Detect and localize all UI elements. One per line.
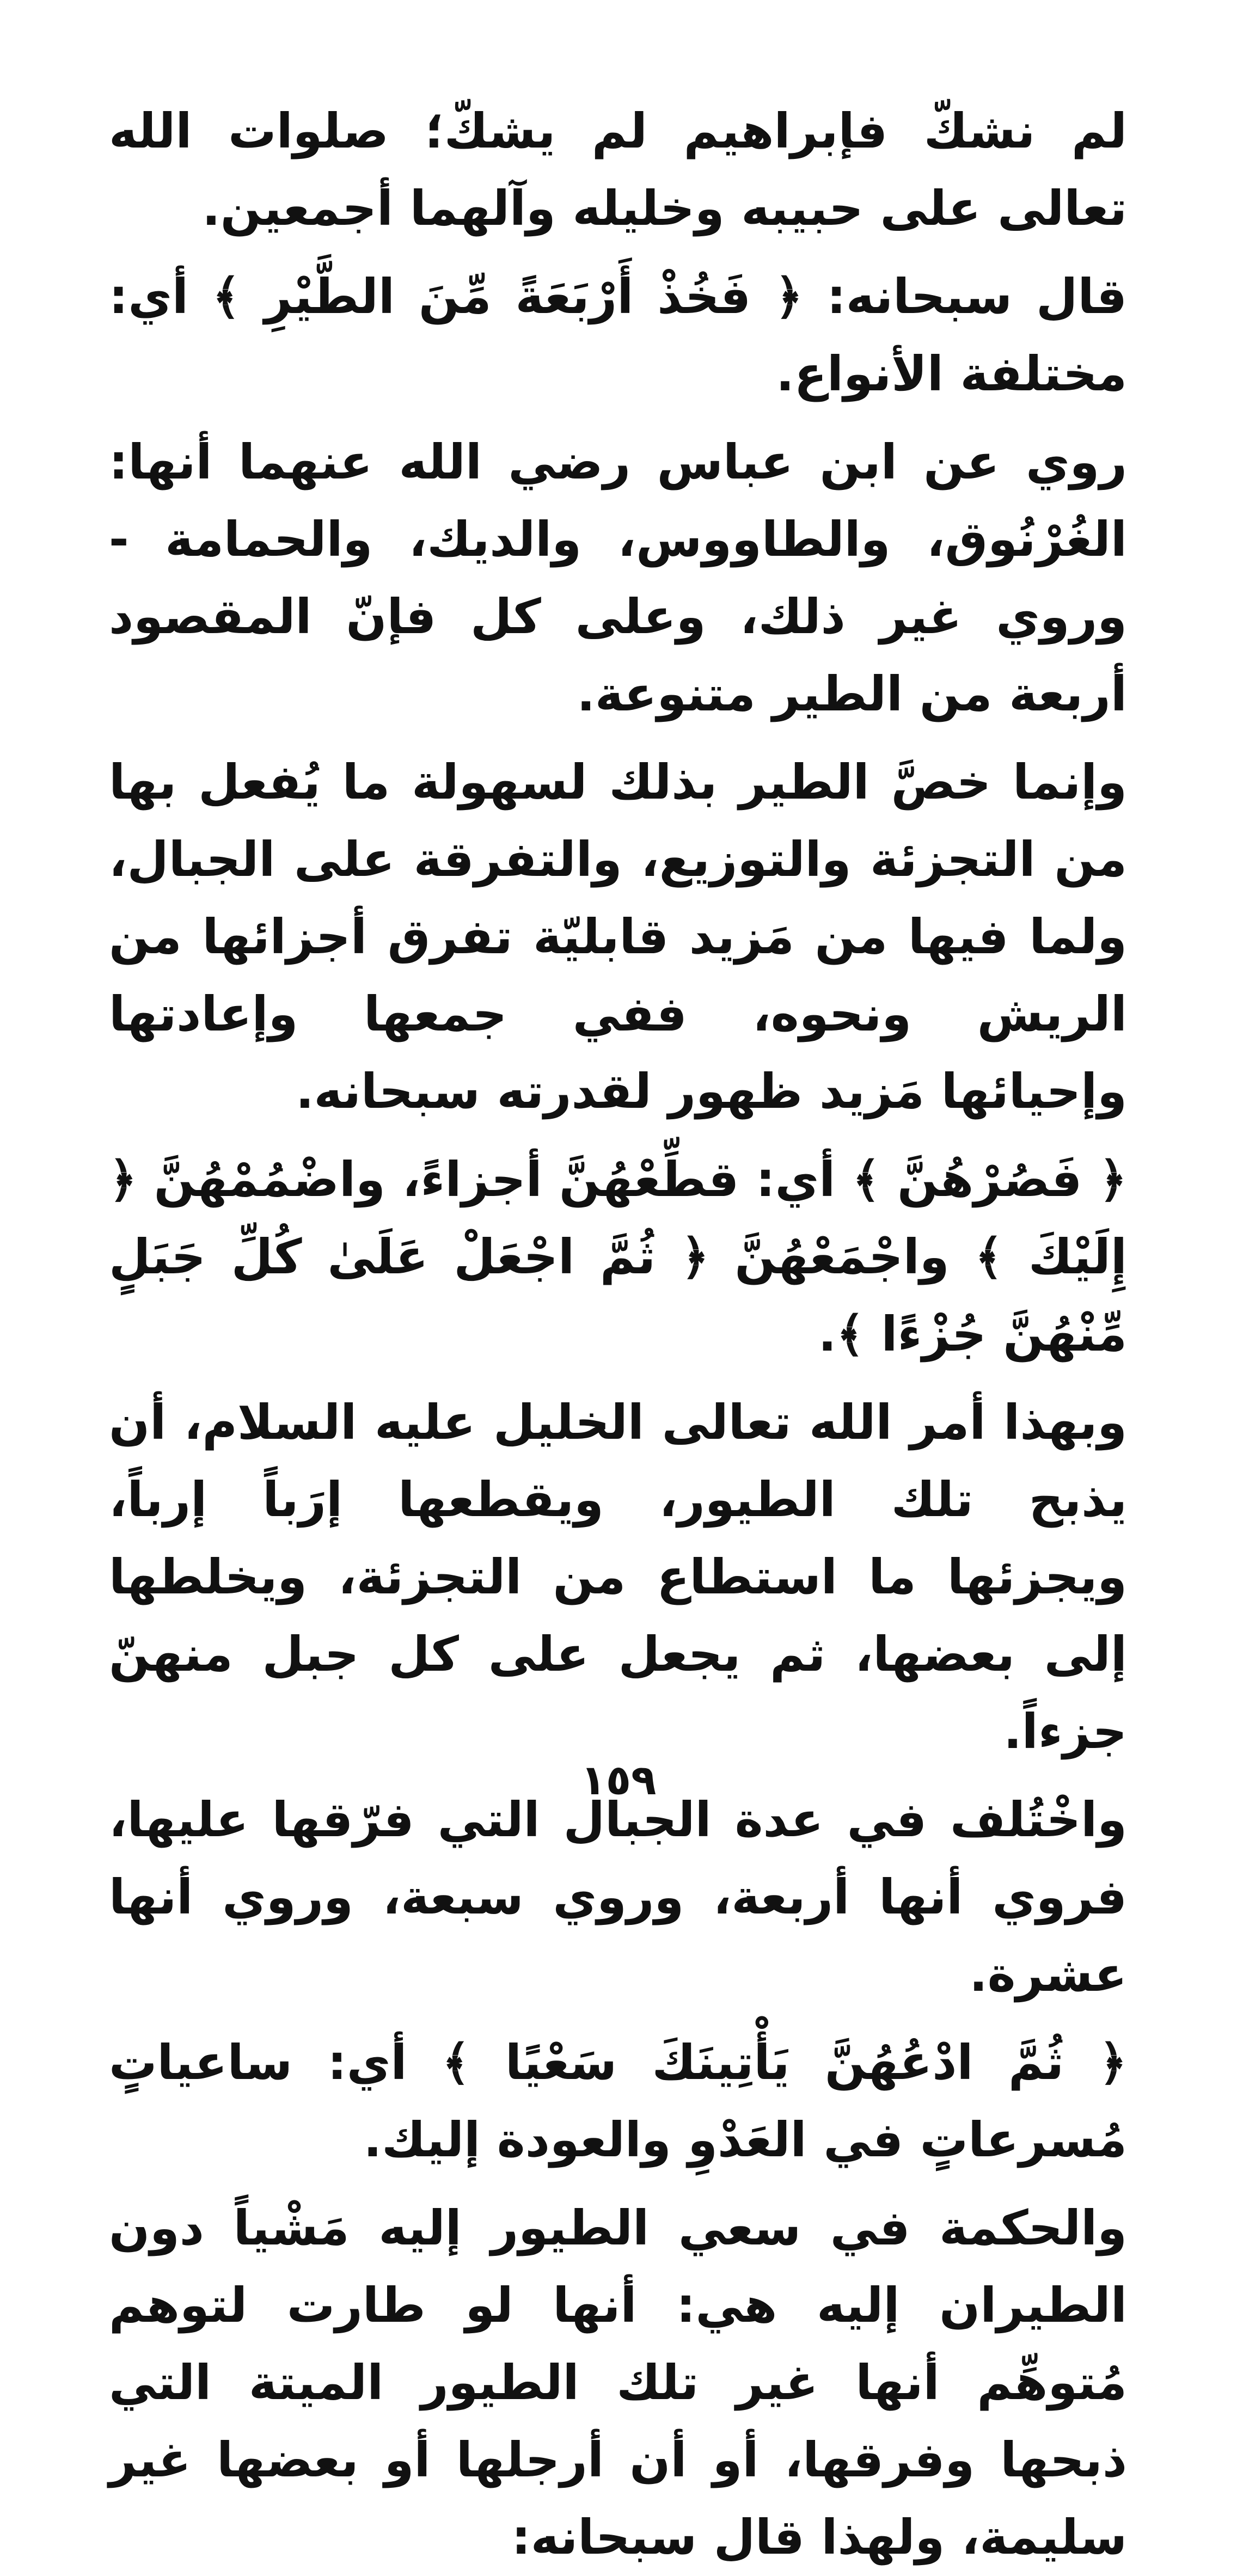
paragraph-5: ﴿ فَصُرْهُنَّ ﴾ أي: قطِّعْهُنَّ أجزاءً، واضْمُمْهُنَّ ﴿ إِلَيْكَ ﴾ واجْمَعْهُنَّ ﴿ ثُمَّ اجْعَلْ عَلَىٰ كُلِّ جَبَلٍ مِّنْهُنَّ جُزْءًا ﴾. <box>109 1151 1127 1362</box>
paragraph-4: وإنما خصَّ الطير بذلك لسهولة ما يُفعل بها من التجزئة والتوزيع، والتفرقة على الجبال، ولما فيها من مَزيد قابليّة تفرق أجزائها من الريش ونحوه، ففي جمعها وإعادتها وإحيائها مَزيد ظهور لقدرته سبحانه. <box>109 754 1127 1119</box>
paragraph-8: ﴿ ثُمَّ ادْعُهُنَّ يَأْتِينَكَ سَعْيًا ﴾ أي: ساعياتٍ مُسرعاتٍ في العَدْوِ والعودة إليك. <box>109 2034 1127 2168</box>
paragraph-9: والحكمة في سعي الطيور إليه مَشْياً دون الطيران إليه هي: أنها لو طارت لتوهم مُتوهِّم أنها غير تلك الطيور الميتة التي ذبحها وفرقها، أو أن أرجلها أو بعضها غير سليمة، ولهذا قال سبحانه: <box>109 2200 1127 2565</box>
page-body <box>109 93 1127 2565</box>
paragraph-6: وبهذا أمر الله تعالى الخليل عليه السلام، أن يذبح تلك الطيور، ويقطعها إرَباً إرباً، ويجزئها ما استطاع من التجزئة، ويخلطها إلى بعضها، ثم يجعل على كل جبل منهنّ جزءاً. <box>109 1394 1127 1759</box>
paragraph-2: قال سبحانه: ﴿ فَخُذْ أَرْبَعَةً مِّنَ الطَّيْرِ ﴾ أي: مختلفة الأنواع. <box>109 268 1127 402</box>
page-number: ١٥٩ <box>580 1756 657 1804</box>
paragraph-1: لم نشكّ فإبراهيم لم يشكّ؛ صلوات الله تعالى على حبيبه وخليله وآلهما أجمعين. <box>109 103 1127 236</box>
paragraph-3: روي عن ابن عباس رضي الله عنهما أنها: الغُرْنُوق، والطاووس، والديك، والحمامة - وروي غير ذلك، وعلى كل فإنّ المقصود أربعة من الطير متنوعة. <box>109 434 1127 722</box>
paragraph-7: واخْتُلف في عدة الجبال التي فرّقها عليها، فروي أنها أربعة، وروي سبعة، وروي أنها عشرة. <box>109 1792 1127 2002</box>
